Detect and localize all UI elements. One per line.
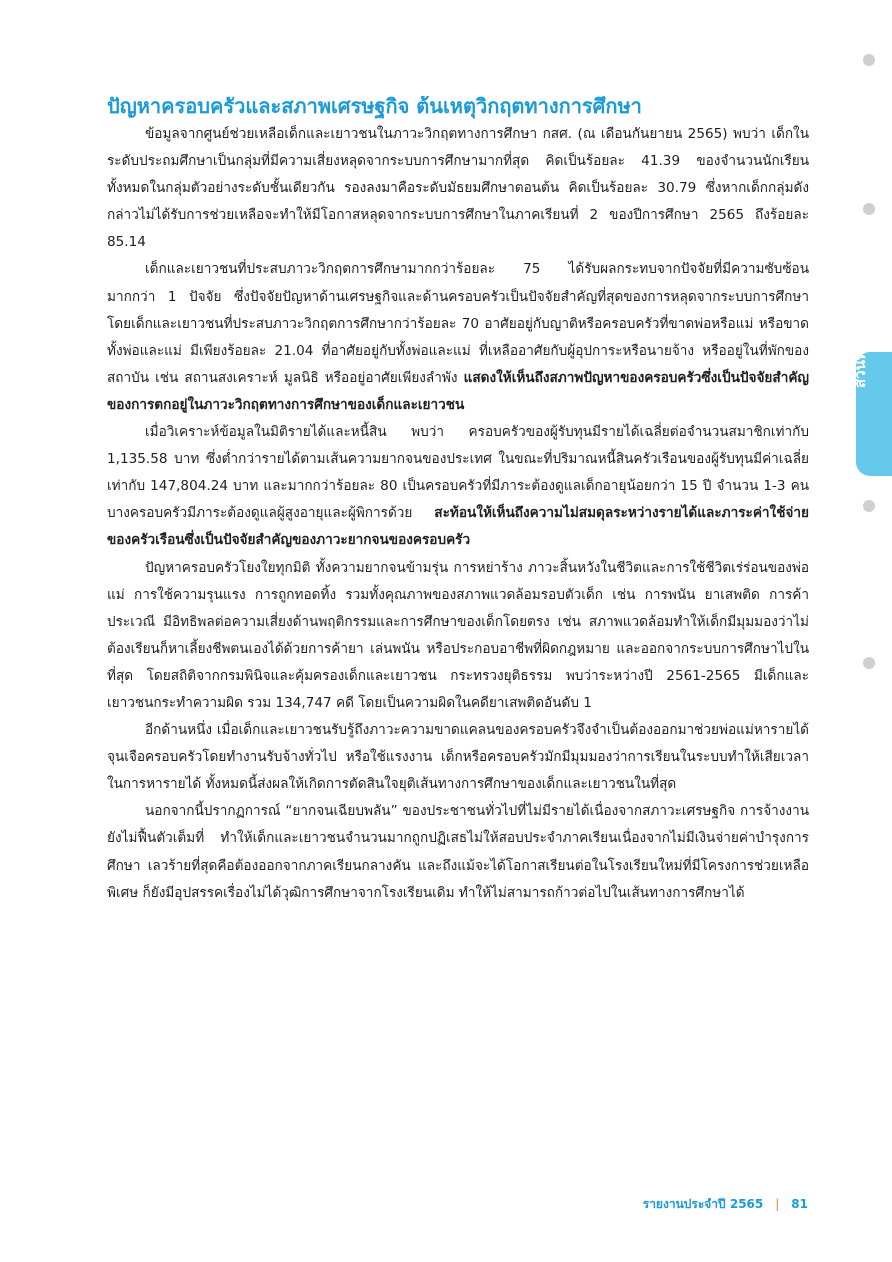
paragraph-emphasis: สะท้อนให้เห็นถึงความไม่สมดุลระหว่างรายได้และภาระค่าใช้จ่ายของครัวเรือนซึ่งเป็นปัจจัยสำคัญของภาวะยากจนของครอบครัว	[107, 505, 809, 549]
footer-separator: |	[775, 1197, 780, 1211]
margin-dot	[863, 54, 875, 66]
paragraph	[107, 717, 809, 798]
paragraph-text: เด็กและเยาวชนที่ประสบภาวะวิกฤตการศึกษามากกว่าร้อยละ 75 ได้รับผลกระทบจากปัจจัยที่มีความซับซ้อนมากกว่า 1 ปัจจัย ซึ่งปัจจัยปัญหาด้านเศรษฐกิจและด้านครอบครัวเป็นปัจจัยสำคัญที่สุดของการหลุดจากระบบการศึกษา โดยเด็กและเยาวชนที่ประสบภาวะวิกฤตการศึกษากว่าร้อยละ 70 อาศัยอยู่กับญาติหรือครอบครัวที่ขาดพ่อหรือแม่ หรือขาดทั้งพ่อและแม่ มีเพียงร้อยละ 21.04 ที่อาศัยอยู่กับทั้งพ่อและแม่ ที่เหลืออาศัยกับผู้อุปการะหรือนายจ้าง หรืออยู่ในที่พักของสถาบัน เช่น สถานสงเคราะห์ มูลนิธิ หรืออยู่อาศัยเพียงลำพัง	[107, 261, 809, 386]
page-number: 81	[791, 1197, 808, 1211]
paragraph-text: นอกจากนี้ปรากฏการณ์ “ยากจนเฉียบพลัน” ของประชาชนทั่วไปที่ไม่มีรายได้เนื่องจากสภาวะเศรษฐกิจ การจ้างงานยังไม่ฟื้นตัวเต็มที่ ทำให้เด็กและเยาวชนจำนวนมากถูกปฏิเสธไม่ให้สอบประจำภาคเรียนเนื่องจากไม่มีเงินจ่ายค่าบำรุงการศึกษา เลวร้ายที่สุดคือต้องออกจากภาคเรียนกลางคัน และถึงแม้จะได้โอกาสเรียนต่อในโรงเรียนใหม่ที่มีโครงการช่วยเหลือพิเศษ ก็ยังมีอุปสรรคเรื่องไม่ได้วุฒิการศึกษาจากโรงเรียนเดิม ทำให้ไม่สามารถก้าวต่อไปในเส้นทางการศึกษาได้	[107, 803, 809, 901]
paragraph	[107, 256, 809, 419]
footer-report-title: รายงานประจำปี 2565	[642, 1197, 764, 1211]
page-footer	[643, 1195, 808, 1214]
paragraph-text: ปัญหาครอบครัวโยงใยทุกมิติ ทั้งความยากจนข้ามรุ่น การหย่าร้าง ภาวะสิ้นหวังในชีวิตและการใช้ชีวิตเร่ร่อนของพ่อแม่ การใช้ความรุนแรง การถูกทอดทิ้ง รวมทั้งคุณภาพของสภาพแวดล้อมรอบตัวเด็ก เช่น การพนัน ยาเสพติด การค้าประเวณี มีอิทธิพลต่อความเสี่ยงด้านพฤติกรรมและการศึกษาของเด็กโดยตรง เช่น สภาพแวดล้อมทำให้เด็กมีมุมมองว่าไม่ต้องเรียนก็หาเลี้ยงชีพตนเองได้ด้วยการค้ายา เล่นพนัน หรือประกอบอาชีพที่ผิดกฎหมาย และออกจากระบบการศึกษาไปในที่สุด โดยสถิติจากกรมพินิจและคุ้มครองเด็กและเยาวชน กระทรวงยุติธรรม พบว่าระหว่างปี 2561-2565 มีเด็กและเยาวชนกระทำความผิด รวม 134,747 คดี โดยเป็นความผิดในคดียาเสพติดอันดับ 1	[107, 559, 809, 711]
paragraph-text: อีกด้านหนึ่ง เมื่อเด็กและเยาวชนรับรู้ถึงภาวะความขาดแคลนของครอบครัวจึงจำเป็นต้องออกมาช่วยพ่อแม่หารายได้จุนเจือครอบครัวโดยทำงานรับจ้างทั่วไป หรือใช้แรงงาน เด็กหรือครอบครัวมักมีมุมมองว่าการเรียนในระบบทำให้เสียเวลาในการหารายได้ ทั้งหมดนี้ส่งผลให้เกิดการตัดสินใจยุติเส้นทางการศึกษาของเด็กและเยาวชนในที่สุด	[107, 722, 809, 793]
paragraph-emphasis: แสดงให้เห็นถึงสภาพปัญหาของครอบครัวซึ่งเป็นปัจจัยสำคัญของการตกอยู่ในภาวะวิกฤตทางการศึกษาของเด็กและเยาวชน	[107, 369, 809, 413]
margin-dot	[863, 203, 875, 215]
paragraph-text: เมื่อวิเคราะห์ข้อมูลในมิติรายได้และหนี้สิน พบว่า ครอบครัวของผู้รับทุนมีรายได้เฉลี่ยต่อจำนวนสมาชิกเท่ากับ 1,135.58 บาท ซึ่งต่ำกว่ารายได้ตามเส้นความยากจนของประเทศ ในขณะที่ปริมาณหนี้สินครัวเรือนของผู้รับทุนมีค่าเฉลี่ยเท่ากับ 147,804.24 บาท และมากกว่าร้อยละ 80 เป็นครอบครัวที่มีภาระต้องดูแลเด็กอายุน้อยกว่า 15 ปี จำนวน 1-3 คน บางครอบครัวมีภาระต้องดูแลผู้สูงอายุและผู้พิการด้วย	[107, 424, 809, 522]
margin-dot	[863, 500, 875, 512]
paragraph-text: ข้อมูลจากศูนย์ช่วยเหลือเด็กและเยาวชนในภาวะวิกฤตทางการศึกษา กสศ. (ณ เดือนกันยายน 2565) พบว่า เด็กในระดับประถมศึกษาเป็นกลุ่มที่มีความเสี่ยงหลุดจากระบบการศึกษามากที่สุด คิดเป็นร้อยละ 41.39 ของจำนวนนักเรียนทั้งหมดในกลุ่มตัวอย่างระดับชั้นเดียวกัน รองลงมาคือระดับมัธยมศึกษาตอนต้น คิดเป็นร้อยละ 30.79 ซึ่งหากเด็กกลุ่มดังกล่าวไม่ได้รับการช่วยเหลือจะทำให้มีโอกาสหลุดจากระบบการศึกษาในภาคเรียนที่ 2 ของปีการศึกษา 2565 ถึงร้อยละ 85.14	[107, 126, 809, 251]
section-tab-label: ส่วนที่ 3	[851, 334, 869, 388]
margin-dot	[863, 657, 875, 669]
paragraph	[107, 555, 809, 718]
page-title: ปัญหาครอบครัวและสภาพเศรษฐกิจ ต้นเหตุวิกฤตทางการศึกษา	[107, 94, 642, 118]
paragraph	[107, 798, 809, 906]
paragraph	[107, 419, 809, 554]
paragraph	[107, 121, 809, 256]
article-body	[107, 121, 809, 907]
